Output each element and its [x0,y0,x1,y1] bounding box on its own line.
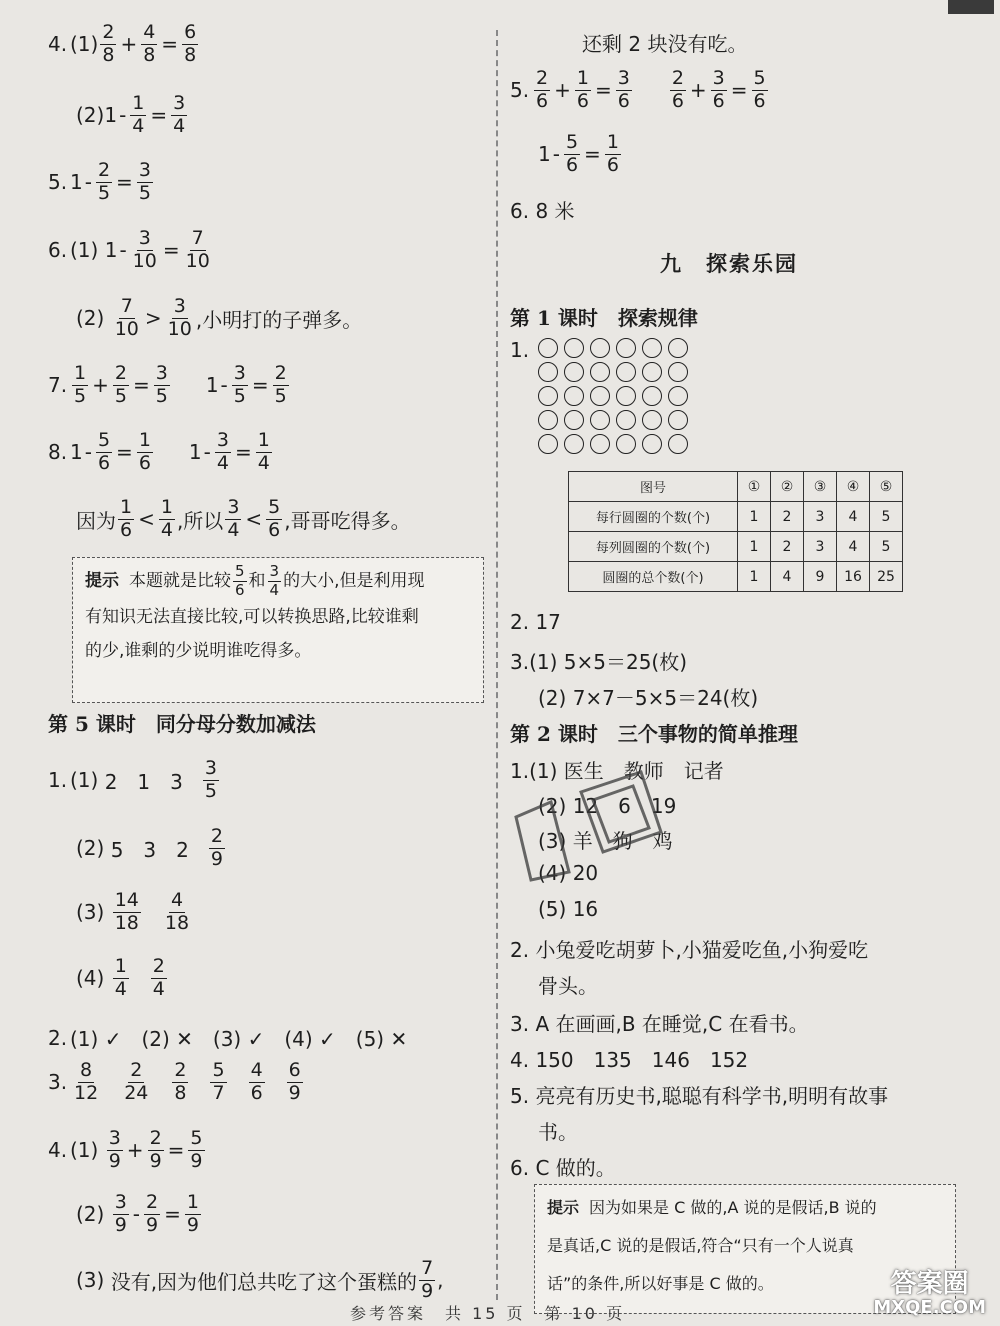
fraction: $\frac{5}{6}$ [565,131,579,176]
fraction: $\frac{4}{8}$ [143,21,156,66]
pattern-circle [642,362,662,382]
remaining-text: 还剩 2 块没有吃。 [582,32,748,56]
pattern-circle [616,434,636,454]
fraction: $\frac{3}{5}$ [233,362,246,407]
fraction: $\frac{5}{6}$ [753,67,766,112]
fraction: $\frac{1}{4}$ [132,92,145,137]
fraction: $\frac{2}{5}$ [274,362,287,407]
fraction: $\frac{2}{5}$ [114,362,127,407]
fraction: $\frac{3}{6}$ [617,67,630,112]
pattern-circle [538,338,558,358]
l2-q5b: 书。 [538,1120,578,1144]
r-q6: 6. 8 米 [510,199,575,223]
fraction: $\frac{7}{10}$ [114,295,139,340]
hint-box-2: 提示 因为如果是 C 做的,A 说的是假话,B 说的 是真话,C 说的是假话,符合“只有一个人说真 话”的条件,所以好事是 C 做的。 [534,1184,956,1314]
pattern-circle [590,434,610,454]
fraction: $\frac{3}{9}$ [114,1191,127,1236]
fraction: $\frac{6}{8}$ [184,21,197,66]
pattern-circle [668,410,688,430]
pattern-circle [564,362,584,382]
fraction: $\frac{5}{9}$ [190,1127,203,1172]
l5-q4-1: 4. (1) $\frac{3}{9}$ + $\frac{2}{9}$ = $\frac{5}{9}$ [48,1127,203,1172]
fraction: $\frac{3}{4}$ [173,92,186,137]
fraction: $\frac{1}{4}$ [114,955,127,1000]
pattern-circle [616,410,636,430]
pattern-circle [564,434,584,454]
pattern-circle [538,362,558,382]
l5-q4-3: (3) 没有,因为他们总共吃了这个蛋糕的 $\frac{7}{9}$ , [76,1257,444,1302]
l2-q1c: (3) 羊 狗 鸡 [538,829,673,853]
r-q5-part1: 5. $\frac{2}{6}$ + $\frac{1}{6}$ = $\frac{3}{6}$ $\frac{2}{6}$ + $\frac{3}{6}$ = $\frac{5}{6}$ [510,67,766,112]
fraction: $\frac{7}{9}$ [421,1257,434,1302]
fraction: $\frac{3}{10}$ [167,295,192,340]
fraction: $\frac{3}{5}$ [204,757,217,802]
lesson-1-heading: 第 1 课时 探索规律 [510,306,698,330]
pattern-circle [642,410,662,430]
q6-part1: 6. (1) 1 - $\frac{3}{10}$ = $\frac{7}{10}$ [48,227,210,272]
fraction: $\frac{1}{4}$ [160,496,173,541]
fraction: $\frac{2}{5}$ [97,159,111,204]
table-row: 每行圆圈的个数(个) 1 2 3 4 5 [569,502,903,532]
fraction: $\frac{2}{9}$ [149,1127,162,1172]
pattern-circle [564,386,584,406]
l2-q4: 4. 150 135 146 152 [510,1048,749,1072]
fraction: $\frac{2}{4}$ [152,955,165,1000]
pattern-circle [538,386,558,406]
chapter-title: 九 探索乐园 [660,251,798,276]
pattern-circle [642,434,662,454]
fraction: $\frac{2}{8}$ [174,1059,187,1104]
q5: 5. 1 - $\frac{2}{5}$ = $\frac{3}{5}$ [48,159,151,204]
pattern-circle [616,362,636,382]
fraction: $\frac{1}{9}$ [186,1191,199,1236]
pattern-table [568,471,903,592]
fraction: $\frac{2}{24}$ [124,1059,149,1104]
fraction: $\frac{1}{5}$ [74,362,87,407]
l5-q1-1: 1. (1) 2 1 3 $\frac{3}{5}$ [48,757,217,802]
l5-q4-2: (2) $\frac{3}{9}$ - $\frac{2}{9}$ = $\frac{1}{9}$ [76,1191,199,1236]
fraction: $\frac{1}{6}$ [576,67,589,112]
pattern-circle [668,362,688,382]
fraction: $\frac{7}{10}$ [185,227,210,272]
fraction: $\frac{2}{9}$ [210,825,223,870]
l5-q2: 2. (1) ✓ (2) ✕ (3) ✓ (4) ✓ (5) ✕ [48,1025,408,1051]
fraction: $\frac{4}{18}$ [164,889,190,934]
l5-q1-3: (3) $\frac{14}{18}$ $\frac{4}{18}$ [76,889,190,934]
fraction: $\frac{2}{9}$ [146,1191,159,1236]
pattern-circle [642,338,662,358]
fraction: $\frac{2}{6}$ [671,67,684,112]
fraction: $\frac{1}{6}$ [138,429,151,474]
q7: 7. $\frac{1}{5}$ + $\frac{2}{5}$ = $\frac{3}{5}$ 1 - $\frac{3}{5}$ = $\frac{2}{5}$ [48,362,287,407]
l2-q3: 3. A 在画画,B 在睡觉,C 在看书。 [510,1012,809,1036]
fraction: $\frac{3}{9}$ [108,1127,121,1172]
r-q5-part2: 1 - $\frac{5}{6}$ = $\frac{1}{6}$ [538,131,619,176]
fraction: $\frac{5}{6}$ [268,496,281,541]
l5-q1-2: (2) 5 3 2 $\frac{2}{9}$ [76,825,223,870]
pattern-circle [590,386,610,406]
fraction: $\frac{3}{4}$ [269,562,280,599]
l2-q1e: (5) 16 [538,897,599,921]
l2-q1d: (4) 20 [538,861,599,885]
q4-part1: 4. (1) $\frac{2}{8}$ + $\frac{4}{8}$ = $\frac{6}{8}$ [48,21,197,66]
l1-q1-num: 1. [510,338,530,362]
fraction: $\frac{14}{18}$ [114,889,139,934]
fraction: $\frac{2}{8}$ [102,21,115,66]
fraction: $\frac{3}{4}$ [227,496,240,541]
circle-pattern [538,338,678,453]
pattern-circle [538,410,558,430]
hint-box: 提示 本题就是比较 $\frac{5}{6}$ 和 $\frac{3}{4}$ 的大小,但是利用现 有知识无法直接比较,可以转换思路,比较谁剩 的少,谁剩的少说明谁吃得多。 [72,557,484,703]
pattern-circle [590,410,610,430]
l2-q1b: (2) 12 6 19 [538,794,677,818]
l5-q3: 3. $\frac{8}{12}$ $\frac{2}{24}$ $\frac{2}{8}$ $\frac{5}{7}$ $\frac{4}{6}$ $\frac{6}{9}$ [48,1059,301,1104]
pattern-circle [564,338,584,358]
fraction: $\frac{5}{7}$ [212,1059,225,1104]
pattern-circle [668,338,688,358]
pattern-circle [616,338,636,358]
q8-part1: 8. 1 - $\frac{5}{6}$ = $\frac{1}{6}$ 1 - $\frac{3}{4}$ = $\frac{1}{4}$ [48,429,270,474]
pattern-circle [538,434,558,454]
pattern-circle [564,410,584,430]
fraction: $\frac{5}{6}$ [235,562,245,599]
q6-part2: (2) $\frac{7}{10}$ > $\frac{3}{10}$ ,小明打的子弹多。 [76,295,363,340]
fraction: $\frac{3}{5}$ [138,159,151,204]
l5-q1-4: (4) $\frac{1}{4}$ $\frac{2}{4}$ [76,955,165,1000]
pattern-circle [590,338,610,358]
fraction: $\frac{2}{6}$ [536,67,549,112]
l2-q2b: 骨头。 [538,974,598,998]
l2-q2a: 2. 小兔爱吃胡萝卜,小猫爱吃鱼,小狗爱吃 [510,938,869,962]
page-corner-tab [948,0,994,14]
table-row: 图号 ① ② ③ ④ ⑤ [569,472,903,502]
fraction: $\frac{3}{5}$ [155,362,168,407]
lesson-5-heading: 第 5 课时 同分母分数加减法 [48,712,316,736]
pattern-circle [616,386,636,406]
pattern-circle [642,386,662,406]
fraction: $\frac{1}{6}$ [120,496,133,541]
page-footer: 参考答案 共 15 页 第 10 页 [350,1304,626,1323]
table-row: 每列圆圈的个数(个) 1 2 3 4 5 [569,532,903,562]
fraction: $\frac{3}{6}$ [712,67,725,112]
l1-q2: 2. 17 [510,610,561,634]
fraction: $\frac{6}{9}$ [288,1059,301,1104]
fraction: $\frac{3}{4}$ [216,429,229,474]
pattern-circle [668,434,688,454]
pattern-circle [668,386,688,406]
table-row: 圆圈的总个数(个) 1 4 9 16 25 [569,562,903,592]
q8-part2: 因为 $\frac{1}{6}$ < $\frac{1}{4}$ ,所以 $\frac{3}{4}$ < $\frac{5}{6}$ ,哥哥吃得多。 [76,496,411,541]
l2-q5a: 5. 亮亮有历史书,聪聪有科学书,明明有故事 [510,1084,889,1108]
fraction: $\frac{3}{10}$ [132,227,157,272]
column-divider [496,30,498,1300]
l1-q3b: (2) 7×7－5×5＝24(枚) [538,686,759,710]
fraction: $\frac{8}{12}$ [74,1059,99,1104]
pattern-circle [590,362,610,382]
q4-part2: (2) 1 - $\frac{1}{4}$ = $\frac{3}{4}$ [76,92,186,137]
l1-q3a: 3.(1) 5×5＝25(枚) [510,650,688,674]
fraction: $\frac{1}{6}$ [606,131,619,176]
l2-q1a: 1.(1) 医生 教师 记者 [510,759,724,783]
lesson-2-heading: 第 2 课时 三个事物的简单推理 [510,722,798,746]
fraction: $\frac{4}{6}$ [250,1059,263,1104]
fraction: $\frac{5}{6}$ [97,429,111,474]
l2-q6: 6. C 做的。 [510,1156,616,1180]
site-watermark-logo: 答案圈 MXQE.COM [873,1268,986,1319]
fraction: $\frac{1}{4}$ [257,429,270,474]
